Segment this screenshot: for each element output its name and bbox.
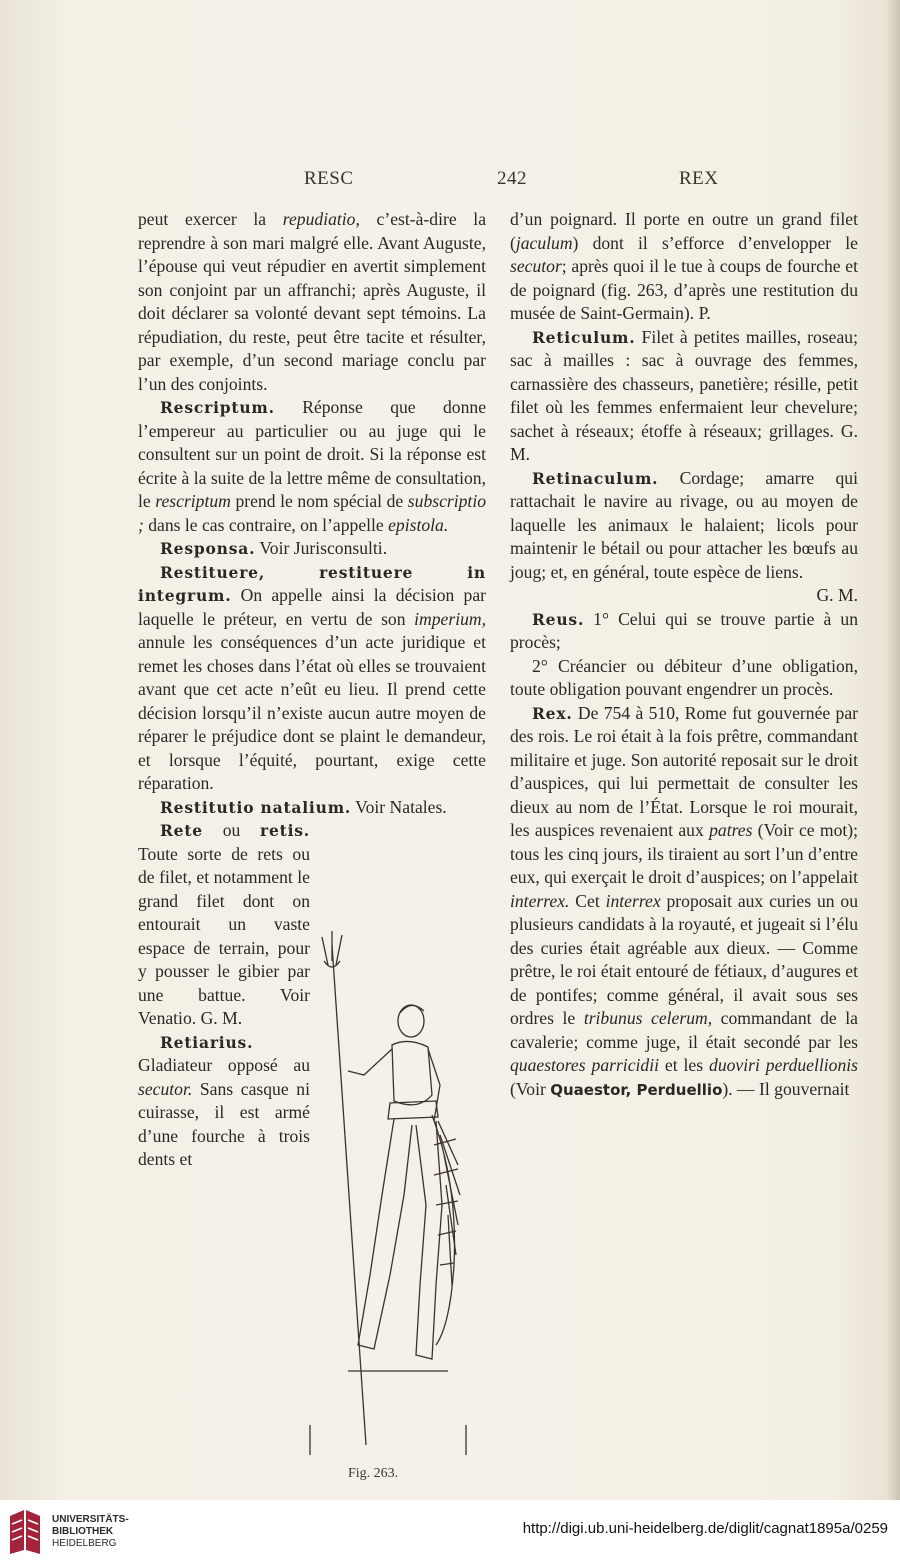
signature: P. bbox=[698, 303, 711, 323]
narrow-text-block bbox=[138, 819, 310, 1172]
retiarius-gladiator-figure-icon bbox=[308, 925, 468, 1465]
entry-retiarius: Retiarius. Gladiateur opposé au secutor. Sans casque ni cuirasse, il est armé d’une fourche à trois dents et bbox=[138, 1032, 310, 1169]
entry-reus: Reus. 1° Celui qui se trouve partie à un procès; bbox=[510, 608, 858, 652]
page-edge-shadow bbox=[886, 0, 900, 1500]
signature: G. M. bbox=[816, 585, 858, 605]
entry-restituere: Restituere, restituere in integrum. On appelle ainsi la décision par laquelle le préteur, en vertu de son imperium, annule les conséquences d’un acte juridique et remet les choses dans l’état où elles se trouvaient avant que cet acte n’eût eu lieu. Il prend cette décision lorsqu’il n’existe aucun autre moyen de réparer le préjudice dont se plaint le demandeur, et lorsque l’équité, pourtant, exige cette réparation. bbox=[138, 562, 486, 793]
entry-reus-part2: 2° Créancier ou débiteur d’une obligation, toute obligation pouvant engendrer un procès. bbox=[510, 655, 858, 699]
entry-retiarius-continued: d’un poignard. Il porte en outre un grand filet (jaculum) dont il s’efforce d’envelopper le secutor; après quoi il le tue à coups de fourche et de poignard (fig. 263, d’après une restitution du musée de Saint-Germain). P. bbox=[510, 209, 858, 323]
running-head-right: REX bbox=[679, 168, 719, 189]
entry-rete: Rete ou retis. Toute sorte de rets ou de filet, et notamment le grand filet dont on entourait un vaste espace de terrain, pour y pousser le gibier par une battue. Voir Venatio. G. M. bbox=[138, 820, 310, 1028]
library-name: UNIVERSITÄTS- BIBLIOTHEK HEIDELBERG bbox=[52, 1514, 129, 1549]
entry-retinaculum: Retinaculum. Cordage; amarre qui rattachait le navire au rivage, ou au moyen de laquelle les animaux le halaient; licols pour maintenir le bétail ou pour attacher les bœufs au joug; et, en général, toute espèce de liens. G. M. bbox=[510, 467, 858, 608]
university-library-logo-icon bbox=[8, 1510, 42, 1554]
entry-rex: Rex. De 754 à 510, Rome fut gouvernée par des rois. Le roi était à la fois prêtre, commandant militaire et juge. Son autorité reposait sur le droit d’auspices, qui lui permettait de consulter les dieux au nom de l’État. Lorsque le roi mourait, les auspices revenaient aux patres (Voir ce mot); tous les cinq jours, ils tiraient au sort l’un d’entre eux, qui exerçait le droit d’auspices; on l’appelait interrex. Cet interrex proposait aux curies un ou plusieurs candidats à la royauté, et jugeait si l’élu des curies était agréable aux dieux. — Comme prêtre, le roi était entouré de fétiaux, d’augures et de pontifes; comme général, il avait sous ses ordres le tribunus celerum, commandant de la cavalerie; comme juge, il était secondé par les quaestores parricidii et les duoviri perduellionis (Voir Quaestor, Perduellio). — Il gouvernait bbox=[510, 702, 858, 1099]
source-url-link[interactable]: http://digi.ub.uni-heidelberg.de/diglit/cagnat1895a/0259 bbox=[522, 1520, 888, 1537]
entry-restitutio-natalium: Restitutio natalium. Voir Natales. bbox=[160, 796, 447, 817]
page-number: 242 bbox=[497, 168, 527, 189]
signature: G. M. bbox=[200, 1008, 243, 1028]
entry-responsa: Responsa. Voir Jurisconsulti. bbox=[160, 538, 388, 558]
entry-rescriptum: Rescriptum. Réponse que donne l’empereur au particulier ou au juge qui le consultent sur un point de droit. Si la réponse est écrite à la suite de la lettre même de consultation, le rescriptum prend le nom spécial de subscriptio ; dans le cas contraire, on l’appelle epistola. bbox=[138, 397, 486, 535]
running-head-left: RESC bbox=[304, 168, 354, 189]
figure-caption: Fig. 263. bbox=[348, 1466, 399, 1481]
right-column bbox=[510, 208, 858, 1102]
entry-reticulum: Reticulum. Filet à petites mailles, roseau; sac à mailles : sac à ouvrage des femmes, carnassière des chasseurs, panetière; résille, petit filet où les femmes enfermaient leur chevelure; sachet à réseaux; étoffe à réseaux; grillages. G. M. bbox=[510, 326, 858, 464]
signature: G. M. bbox=[510, 420, 858, 464]
entry-repudiatio-continued: peut exercer la repudiatio, c’est-à-dire la reprendre à son mari malgré elle. Avant Auguste, l’épouse qui veut répudier en avertit simplement son conjoint par un affranchi; après Auguste, il doit déclarer sa volonté devant sept témoins. La répudiation, du reste, peut être tacite et résulter, par exemple, d’un second mariage conclu par l’un des conjoints. bbox=[138, 209, 487, 394]
